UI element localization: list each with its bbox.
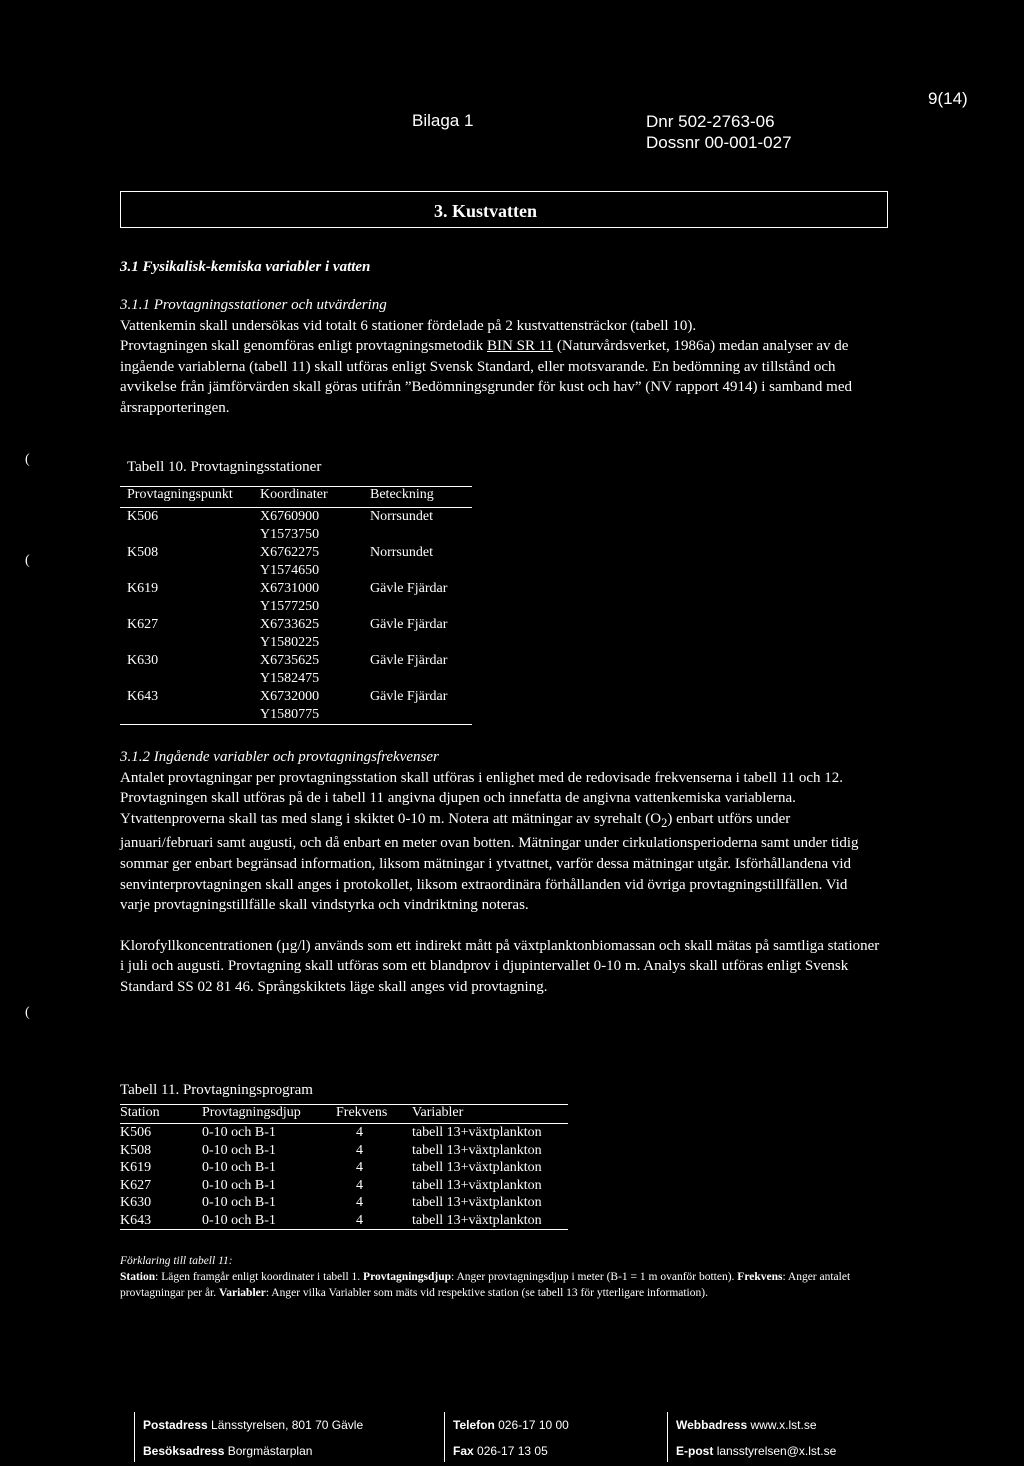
variables: tabell 13+växtplankton bbox=[412, 1195, 542, 1210]
frequency: 4 bbox=[356, 1195, 363, 1210]
table-header-row bbox=[120, 487, 472, 508]
table-row bbox=[120, 1177, 568, 1195]
table-row bbox=[120, 1194, 568, 1212]
variables: tabell 13+växtplankton bbox=[412, 1160, 542, 1175]
variables: tabell 13+växtplankton bbox=[412, 1177, 542, 1193]
paragraph: Klorofyllkoncentrationen (µg/l) används som ett indirekt mått på växtplanktonbiomassan och skall mätas på samtliga stationer i juli och augusti. Provtagning skall utföras som ett blandprov i djupintervallet 0-10 m. Analys skall utföras enligt Svensk Standard SS 02 81 46. Språngskiktets läge skall anges vid provtagning. bbox=[120, 937, 880, 995]
variables: tabell 13+växtplankton bbox=[412, 1142, 542, 1158]
station-id: K506 bbox=[127, 509, 159, 524]
station-name: Norrsundet bbox=[370, 545, 433, 560]
column-header: Provtagningspunkt bbox=[120, 487, 260, 508]
station-name: Gävle Fjärdar bbox=[370, 689, 448, 704]
table-footnote bbox=[120, 1253, 860, 1301]
table-row-continuation bbox=[120, 562, 472, 580]
attachment-label: Bilaga 1 bbox=[412, 111, 474, 130]
station-id: K619 bbox=[120, 1160, 152, 1175]
x-coordinate: X6732000 bbox=[260, 689, 320, 704]
sampling-depth: 0-10 och B-1 bbox=[202, 1125, 276, 1140]
chapter-title: 3. Kustvatten bbox=[434, 201, 537, 221]
footer-address: Postadress Länsstyrelsen, 801 70 Gävle Besöksadress Borgmästarplan bbox=[134, 1412, 363, 1462]
station-id: K643 bbox=[127, 689, 159, 704]
station-name: Gävle Fjärdar bbox=[370, 653, 448, 668]
station-name: Norrsundet bbox=[370, 509, 433, 524]
subsection-heading: 3.1.1 Provtagningsstationer och utvärdering bbox=[120, 297, 387, 313]
footnote-text: Station: Lägen framgår enligt koordinater i tabell 1. Provtagningsdjup: Anger provtagningsdjup i meter (B-1 = 1 m ovanför botten). Frekvens: Anger antalet provtagningar per år. Variabler: Anger vilka Variabler som mäts vid respektive station (se tabell 13 för ytterligare information). bbox=[120, 1271, 851, 1299]
y-coordinate: Y1573750 bbox=[260, 527, 320, 542]
table-header-row bbox=[120, 1105, 568, 1124]
section-312 bbox=[120, 747, 880, 998]
station-id: K508 bbox=[127, 545, 159, 560]
section-heading: 3.1 Fysikalisk-kemiska variabler i vatten bbox=[120, 259, 371, 275]
footnote-title: Förklaring till tabell 11: bbox=[120, 1255, 233, 1267]
margin-mark: ( bbox=[25, 1005, 30, 1020]
station-id: K627 bbox=[127, 617, 159, 632]
frequency: 4 bbox=[356, 1177, 363, 1193]
sampling-depth: 0-10 och B-1 bbox=[202, 1177, 276, 1193]
station-id: K627 bbox=[120, 1177, 152, 1193]
table-caption: Tabell 10. Provtagningsstationer bbox=[127, 459, 322, 475]
y-coordinate: Y1580775 bbox=[260, 707, 320, 722]
station-id: K508 bbox=[120, 1142, 152, 1158]
frequency: 4 bbox=[356, 1160, 363, 1175]
table-row bbox=[120, 544, 472, 562]
sampling-depth: 0-10 och B-1 bbox=[202, 1142, 276, 1158]
x-coordinate: X6733625 bbox=[260, 617, 320, 632]
page-number: 9(14) bbox=[928, 89, 968, 108]
program-table bbox=[120, 1104, 568, 1230]
dnr: Dnr 502-2763-06 bbox=[646, 112, 775, 131]
table-row bbox=[120, 652, 472, 670]
y-coordinate: Y1577250 bbox=[260, 599, 320, 614]
variables: tabell 13+växtplankton bbox=[412, 1125, 542, 1140]
column-header: Variabler bbox=[412, 1105, 568, 1124]
chapter-box bbox=[120, 191, 888, 228]
column-header: Beteckning bbox=[370, 487, 472, 508]
stations-table bbox=[120, 486, 472, 725]
station-name: Gävle Fjärdar bbox=[370, 581, 448, 596]
column-header: Koordinater bbox=[260, 487, 370, 508]
frequency: 4 bbox=[356, 1212, 363, 1228]
station-id: K619 bbox=[127, 581, 159, 596]
table-row bbox=[120, 508, 472, 527]
y-coordinate: Y1580225 bbox=[260, 635, 320, 650]
footer-phone: Telefon 026-17 10 00 Fax 026-17 13 05 bbox=[444, 1412, 569, 1462]
x-coordinate: X6735625 bbox=[260, 653, 320, 668]
table-row-continuation bbox=[120, 598, 472, 616]
table-row-continuation bbox=[120, 634, 472, 652]
margin-mark: ( bbox=[25, 553, 30, 568]
y-coordinate: Y1582475 bbox=[260, 671, 320, 686]
y-coordinate: Y1574650 bbox=[260, 563, 320, 578]
subsection-heading: 3.1.2 Ingående variabler och provtagningsfrekvenser bbox=[120, 749, 439, 765]
section-311 bbox=[120, 295, 880, 419]
x-coordinate: X6760900 bbox=[260, 509, 320, 524]
station-id: K643 bbox=[120, 1212, 152, 1228]
paragraph: Provtagningen skall genomföras enligt provtagningsmetodik BIN SR 11 (Naturvårdsverket, 1986a) medan analyser av de ingående variablerna (tabell 11) skall utföras enligt Svensk Standard, eller motsvarande. En bedömning av tillstånd och avvikelse från jämförvärden skall göras utifrån ”Bedömningsgrunder för kust och hav” (NV rapport 4914) i samband med årsrapporteringen. bbox=[120, 338, 853, 416]
footer-web: Webbadress www.x.lst.se E-post lansstyrelsen@x.lst.se bbox=[667, 1412, 836, 1462]
table-row bbox=[120, 1142, 568, 1160]
frequency: 4 bbox=[356, 1142, 363, 1158]
method-reference: BIN SR 11 bbox=[487, 338, 554, 355]
sampling-depth: 0-10 och B-1 bbox=[202, 1212, 276, 1228]
sampling-depth: 0-10 och B-1 bbox=[202, 1160, 276, 1175]
table-row-continuation bbox=[120, 670, 472, 688]
column-header: Frekvens bbox=[336, 1105, 412, 1124]
station-id: K630 bbox=[120, 1195, 152, 1210]
frequency: 4 bbox=[356, 1125, 363, 1140]
table-row bbox=[120, 1159, 568, 1177]
x-coordinate: X6731000 bbox=[260, 581, 320, 596]
table-row-continuation bbox=[120, 526, 472, 544]
paragraph: Vattenkemin skall undersökas vid totalt 6 stationer fördelade på 2 kustvattensträckor (tabell 10). bbox=[120, 317, 697, 334]
x-coordinate: X6762275 bbox=[260, 545, 320, 560]
margin-mark: ( bbox=[25, 452, 30, 467]
table-row bbox=[120, 1212, 568, 1230]
column-header: Provtagningsdjup bbox=[202, 1105, 336, 1124]
table-row bbox=[120, 688, 472, 706]
table-row-continuation bbox=[120, 706, 472, 725]
paragraph: Antalet provtagningar per provtagningsstation skall utföras i enlighet med de redovisade frekvenserna i tabell 11 och 12. Provtagningen skall utföras på de i tabell 11 angivna djupen och innefatta de angivna vattenkemiska variablerna. Ytvattenproverna skall tas med slang i skiktet 0-10 m. Notera att mätningar av syrehalt $(O_2)$ enbart utförs under januari/februari samt augusti, och då enbart en meter ovan botten. Mätningar under cirkulationsperioderna samt under tidig sommar ger enbart begränsad information, liksom mätningar i ytvattnet, varför dessa mätningar utgår. Isförhållandena vid senvinterprovtagningen skall anges i protokollet, liksom extraordinära förhållanden vid övriga provtagningstillfällen. Vid varje provtagningstillfälle skall vindstyrka och vindriktning noteras. bbox=[120, 769, 859, 914]
table-row bbox=[120, 580, 472, 598]
station-id: K630 bbox=[127, 653, 159, 668]
table-row bbox=[120, 1124, 568, 1142]
column-header: Station bbox=[120, 1105, 202, 1124]
document-numbers bbox=[646, 111, 792, 153]
variables: tabell 13+växtplankton bbox=[412, 1212, 542, 1228]
dossnr: Dossnr 00-001-027 bbox=[646, 133, 792, 152]
sampling-depth: 0-10 och B-1 bbox=[202, 1195, 276, 1210]
table-caption: Tabell 11. Provtagningsprogram bbox=[120, 1082, 313, 1098]
table-row bbox=[120, 616, 472, 634]
station-name: Gävle Fjärdar bbox=[370, 617, 448, 632]
station-id: K506 bbox=[120, 1125, 152, 1140]
